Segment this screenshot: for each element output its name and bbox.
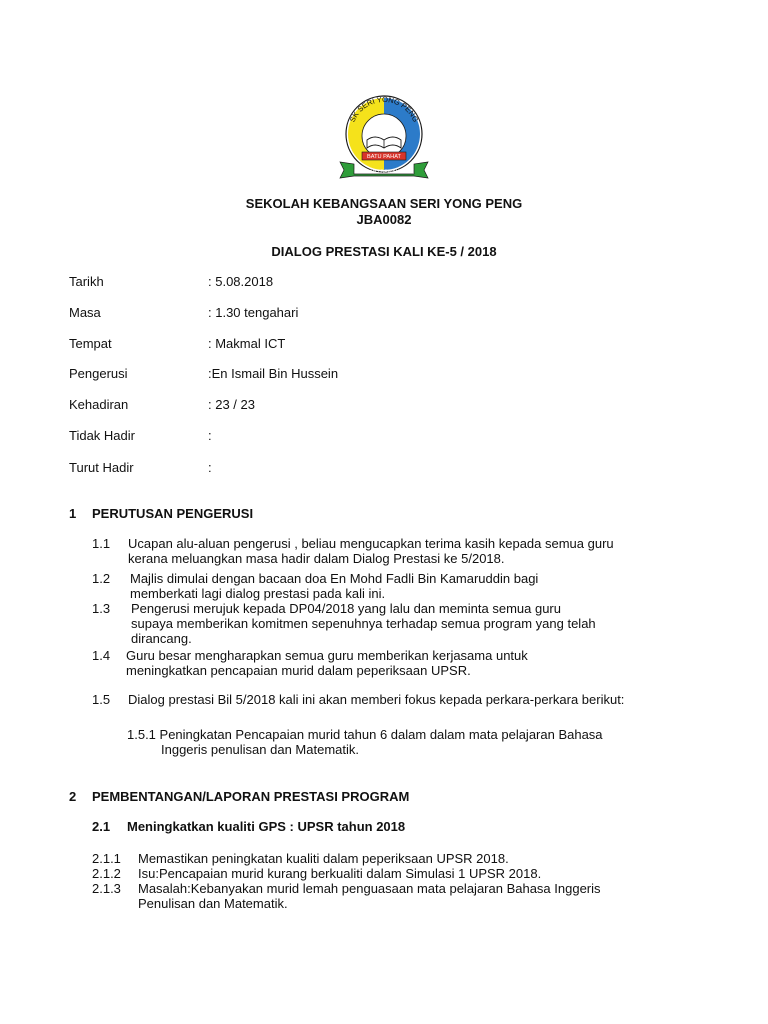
detail-label-tidak-hadir: Tidak Hadir	[69, 428, 135, 443]
item-2-1-3-line1: Masalah:Kebanyakan murid lemah penguasaan mata pelajaran Bahasa Inggeris	[138, 881, 601, 896]
item-1-5-1-line2: Inggeris penulisan dan Matematik.	[161, 742, 360, 757]
item-1-3-number: 1.3	[92, 601, 111, 616]
item-1-4-line1: Guru besar mengharapkan semua guru memberikan kerjasama untuk	[126, 648, 528, 663]
detail-value-turut-hadir: :	[208, 460, 212, 475]
item-1-3-line2: supaya memberikan komitmen sepenuhnya terhadap semua program yang telah	[131, 616, 596, 631]
item-1-5-number: 1.5	[92, 692, 111, 707]
school-code: JBA0082	[356, 212, 412, 227]
school-name: SEKOLAH KEBANGSAAN SERI YONG PENG	[245, 196, 523, 211]
item-2-1-3-number: 2.1.3	[92, 881, 121, 896]
item-2-1-2-number: 2.1.2	[92, 866, 121, 881]
section1-title: PERUTUSAN PENGERUSI	[92, 506, 254, 521]
detail-value-kehadiran: : 23 / 23	[208, 397, 255, 412]
item-1-2-line2: memberkati lagi dialog prestasi pada kali ini.	[130, 586, 386, 601]
item-2-1-1-line1: Memastikan peningkatan kualiti dalam peperiksaan UPSR 2018.	[138, 851, 509, 866]
item-1-5-1-line1: 1.5.1 Peningkatan Pencapaian murid tahun 6 dalam dalam mata pelajaran Bahasa	[127, 727, 603, 742]
detail-value-tarikh: : 5.08.2018	[208, 274, 274, 289]
detail-value-tempat: : Makmal ICT	[208, 336, 286, 351]
detail-label-turut-hadir: Turut Hadir	[69, 460, 134, 475]
detail-value-tidak-hadir: :	[208, 428, 212, 443]
item-1-3-line3: dirancang.	[131, 631, 192, 646]
item-1-3-line1: Pengerusi merujuk kepada DP04/2018 yang lalu dan meminta semua guru	[131, 601, 561, 616]
section2-title: PEMBENTANGAN/LAPORAN PRESTASI PROGRAM	[92, 789, 410, 804]
section1-number: 1	[69, 506, 77, 521]
crest-banner-text: BATU PAHAT	[367, 154, 401, 161]
detail-label-tarikh: Tarikh	[69, 274, 104, 289]
item-2-1-3-line2: Penulisan dan Matematik.	[138, 896, 288, 911]
item-1-1-line2: kerana meluangkan masa hadir dalam Dialog Prestasi ke 5/2018.	[128, 551, 505, 566]
item-2-1-2-line1: Isu:Pencapaian murid kurang berkualiti dalam Simulasi 1 UPSR 2018.	[138, 866, 542, 881]
crest-motto-text: BERILMU BERAKHLAK	[354, 169, 414, 176]
section2-number: 2	[69, 789, 77, 804]
item-1-2-line1: Majlis dimulai dengan bacaan doa En Mohd Fadli Bin Kamaruddin bagi	[130, 571, 539, 586]
crest-inner-circle	[362, 114, 406, 161]
item-1-2-number: 1.2	[92, 571, 111, 586]
crest-arc-text: SK SERI YONG PENG	[347, 94, 421, 124]
school-crest-logo	[334, 90, 434, 186]
item-1-1-line1: Ucapan alu-aluan pengerusi , beliau mengucapkan terima kasih kepada semua guru	[128, 536, 614, 551]
item-2-1-1-number: 2.1.1	[92, 851, 121, 866]
item-1-4-number: 1.4	[92, 648, 111, 663]
detail-label-pengerusi: Pengerusi	[69, 366, 128, 381]
detail-value-pengerusi: :En Ismail Bin Hussein	[208, 366, 339, 381]
subsection-2-1-title: Meningkatkan kualiti GPS : UPSR tahun 2018	[127, 819, 406, 834]
item-1-4-line2: meningkatkan pencapaian murid dalam peperiksaan UPSR.	[126, 663, 471, 678]
item-1-1-number: 1.1	[92, 536, 111, 551]
detail-value-masa: : 1.30 tengahari	[208, 305, 299, 320]
detail-label-kehadiran: Kehadiran	[69, 397, 129, 412]
item-1-5-line1: Dialog prestasi Bil 5/2018 kali ini akan memberi fokus kepada perkara-perkara berikut:	[128, 692, 625, 707]
detail-label-masa: Masa	[69, 305, 101, 320]
document-title: DIALOG PRESTASI KALI KE-5 / 2018	[271, 244, 497, 259]
detail-label-tempat: Tempat	[69, 336, 112, 351]
subsection-2-1-number: 2.1	[92, 819, 111, 834]
